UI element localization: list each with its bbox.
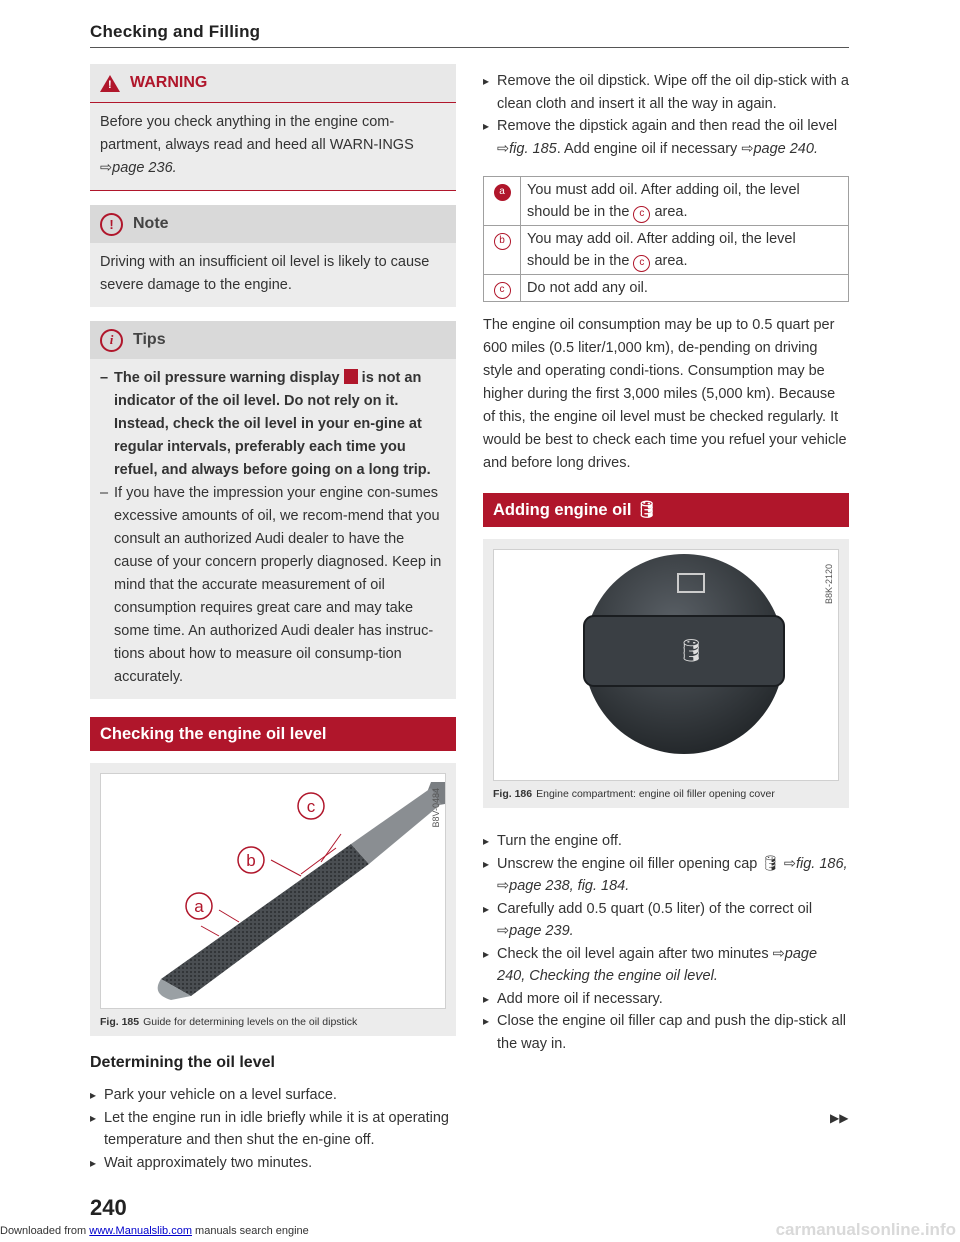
figure-185-caption: Fig. 185 Guide for determining levels on the oil dipstick	[100, 1016, 358, 1028]
figure-185-code: B8V-0484	[431, 788, 441, 828]
tips-body	[90, 359, 456, 699]
warning-text: Before you check anything in the engine com-partment, always read and heed all WARN-INGS	[100, 114, 414, 153]
dipstick-grip	[161, 844, 369, 996]
tips-box	[90, 321, 456, 699]
note-box	[90, 205, 456, 307]
oil-pressure-warning-icon	[344, 369, 358, 384]
note-exclamation-icon: !	[100, 213, 123, 236]
cap-oil-symbol: 🛢	[677, 639, 705, 664]
download-footer: Downloaded from www.Manualslib.com manuals search engine	[0, 1225, 309, 1237]
page-240-check-ref[interactable]: ⇨page 240, Checking the engine oil level.	[497, 945, 818, 984]
dipstick-svg	[101, 774, 445, 1006]
adding-steps	[483, 830, 849, 1055]
page-239-ref[interactable]: ⇨page 239.	[497, 923, 574, 939]
dipstick-upper	[351, 788, 441, 864]
tip-item-consumption: – If you have the impression your engine con-sumes excessive amounts of oil, we recom-mend that you consult an authorized Audi dealer to have the cause of your concern properly diagnosed. Keep in mind that the accurate measurement of oil consumption requires great care and may take some time. An authorized Audi dealer has instruc-tions about how to measure oil consump-tion accurately.	[100, 482, 446, 689]
warning-header	[90, 64, 456, 103]
table-row: a You must add oil. After adding oil, the level should be in the c area.	[484, 177, 849, 226]
info-icon: i	[100, 329, 123, 352]
level-key-b: b	[494, 233, 511, 250]
watermark: carmanualsonline.info	[775, 1220, 956, 1239]
figure-186	[483, 539, 849, 808]
filler-cap-illustration	[493, 549, 839, 781]
note-body: Driving with an insufficient oil level is likely to cause severe damage to the engine.	[100, 254, 430, 293]
tips-title: Tips	[133, 331, 166, 348]
figure-186-caption: Fig. 186 Engine compartment: engine oil filler opening cover	[493, 788, 775, 800]
oil-can-icon: 🛢	[761, 855, 780, 872]
note-header	[90, 205, 456, 243]
level-key-a: a	[494, 184, 511, 201]
continue-arrow-icon: ▶▶	[830, 1111, 849, 1125]
warning-box	[90, 64, 456, 191]
callout-a-label: a	[194, 897, 204, 916]
callout-b-label: b	[246, 851, 256, 870]
oil-level-table	[483, 176, 849, 302]
section-adding-oil: Adding engine oil 🛢	[483, 493, 849, 527]
determining-step: ▸ Park your vehicle on a level surface.	[90, 1084, 456, 1107]
table-row: b You may add oil. After adding oil, the level should be in the c area.	[484, 226, 849, 275]
dipstick-steps	[483, 70, 849, 160]
table-row: c Do not add any oil.	[484, 275, 849, 302]
determining-oil-level-heading: Determining the oil level	[90, 1054, 275, 1071]
determining-step: ▸ Wait approximately two minutes.	[90, 1152, 456, 1175]
left-column	[90, 64, 456, 1174]
adding-step: ▸ Carefully add 0.5 quart (0.5 liter) of the correct oil ⇨page 239.	[483, 898, 849, 943]
warning-page-ref[interactable]: ⇨page 236.	[100, 160, 177, 176]
oil-can-icon: 🛢	[636, 500, 657, 519]
level-mark-c: c	[633, 255, 650, 272]
consumption-paragraph: The engine oil consumption may be up to 0.5 quart per 600 miles (0.5 liter/1,000 km), de-pending on driving style and operating condi-tions. Consumption may be higher during the first 3,000 miles (5,000 km). Because of this, the engine oil level must be checked regularly. It would be best to check each time you refuel your vehicle and before long drives.	[483, 317, 847, 471]
header-divider	[90, 47, 849, 48]
tip-item-oil-pressure: – The oil pressure warning display is not an indicator of the oil level. Do not rely on it. Instead, check the oil level in your en-gine at regular intervals, preferably each time you refuel, and always before going on a long trip.	[100, 367, 446, 482]
right-column	[483, 70, 849, 1055]
dipstick-step: ▸ Remove the oil dipstick. Wipe off the oil dip-stick with a clean cloth and insert it all the way in again.	[483, 70, 849, 115]
fig-186-ref[interactable]: ⇨fig. 186, ⇨page 238, fig. 184.	[497, 855, 848, 894]
tips-header	[90, 321, 456, 359]
manualslib-link[interactable]: www.Manualslib.com	[89, 1225, 192, 1237]
dipstick-illustration	[100, 773, 446, 1009]
figure-186-code: B8K-2120	[824, 564, 834, 605]
adding-step: ▸ Check the oil level again after two minutes ⇨page 240, Checking the engine oil level.	[483, 943, 849, 988]
fig-185-ref[interactable]: ⇨fig. 185	[497, 140, 557, 157]
figure-185	[90, 763, 456, 1036]
warning-title: WARNING	[130, 74, 208, 91]
warning-triangle-icon: !	[100, 75, 120, 92]
adding-step: ▸ Add more oil if necessary.	[483, 988, 849, 1011]
determining-step: ▸ Let the engine run in idle briefly while it is at operating temperature and then shut the en-gine off.	[90, 1107, 456, 1152]
warning-body	[90, 103, 456, 190]
determining-steps	[90, 1084, 456, 1174]
adding-step: ▸ Unscrew the engine oil filler opening cap 🛢 ⇨fig. 186, ⇨page 238, fig. 184.	[483, 853, 849, 898]
page-header-title: Checking and Filling	[90, 22, 261, 41]
filler-cap-svg	[494, 550, 838, 778]
level-mark-c: c	[633, 206, 650, 223]
callout-c-label: c	[306, 797, 316, 816]
page-240-ref[interactable]: ⇨page 240.	[741, 140, 818, 157]
note-title: Note	[133, 215, 169, 232]
section-checking-oil-level: Checking the engine oil level	[90, 717, 456, 751]
adding-step: ▸ Close the engine oil filler cap and push the dip-stick all the way in.	[483, 1010, 849, 1055]
page-number: 240	[90, 1195, 127, 1220]
adding-step: ▸ Turn the engine off.	[483, 830, 849, 853]
dipstick-step: ▸ Remove the dipstick again and then read the oil level ⇨fig. 185. Add engine oil if necessary ⇨page 240.	[483, 115, 849, 160]
level-key-c: c	[494, 282, 511, 299]
